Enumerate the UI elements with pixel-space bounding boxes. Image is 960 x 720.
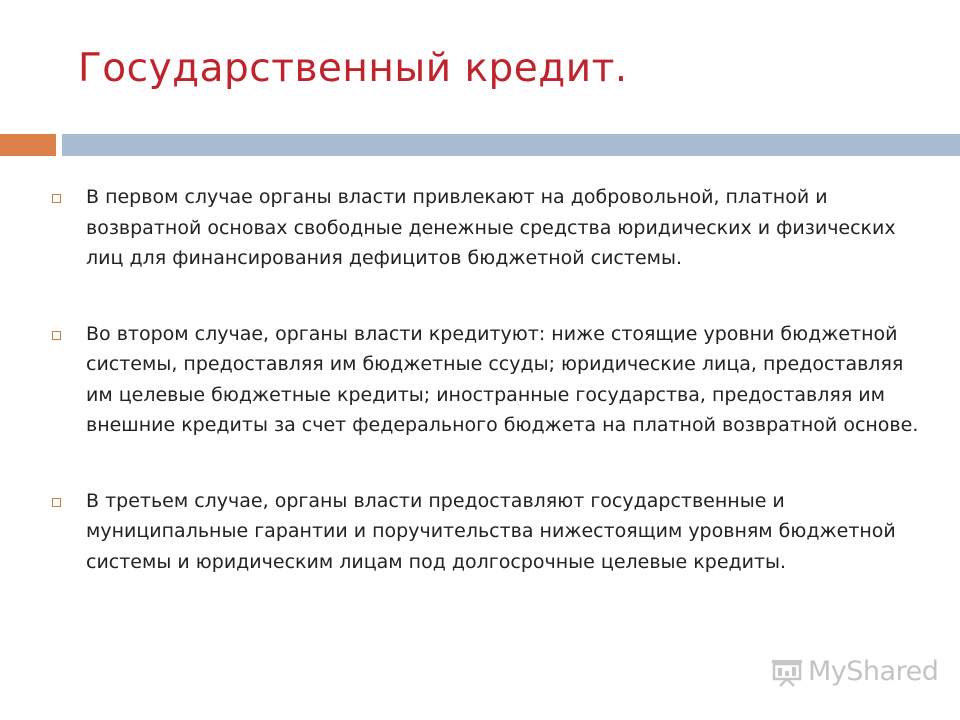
bullet-text: Во втором случае, органы власти кредитуют: ниже стоящие уровни бюджетной системы, предоставляя им бюджетные ссуды; юридические лица, предоставляя им целевые бюджетные кредиты; иностранные государства, предоставляя им внешние кредиты за счет федерального бюджета на платной возвратной основе. xyxy=(86,322,919,436)
square-bullet-icon xyxy=(52,194,61,203)
bullet-item-third xyxy=(50,486,922,578)
bullet-text: В первом случае органы власти привлекают на добровольной, платной и возвратной основах свободные денежные средства юридических и физических лиц для финансирования дефицитов бюджетной системы. xyxy=(86,186,896,269)
bullet-text: В третьем случае, органы власти предоставляют государственные и муниципальные гарантии и поручительства нижестоящим уровням бюджетной системы и юридическим лицам под долгосрочные целевые кредиты. xyxy=(86,489,896,573)
watermark-logo xyxy=(770,656,938,687)
bullet-item-first xyxy=(50,182,922,274)
square-bullet-icon xyxy=(52,498,61,507)
title-rule-accent xyxy=(0,134,56,156)
title-rule xyxy=(62,134,960,156)
watermark-text: MyShared xyxy=(808,656,939,687)
presentation-board-icon xyxy=(770,657,804,687)
square-bullet-icon xyxy=(52,331,61,340)
slide-title: Государственный кредит. xyxy=(78,46,628,91)
bullet-item-second xyxy=(50,319,922,441)
bullet-list xyxy=(50,182,922,577)
